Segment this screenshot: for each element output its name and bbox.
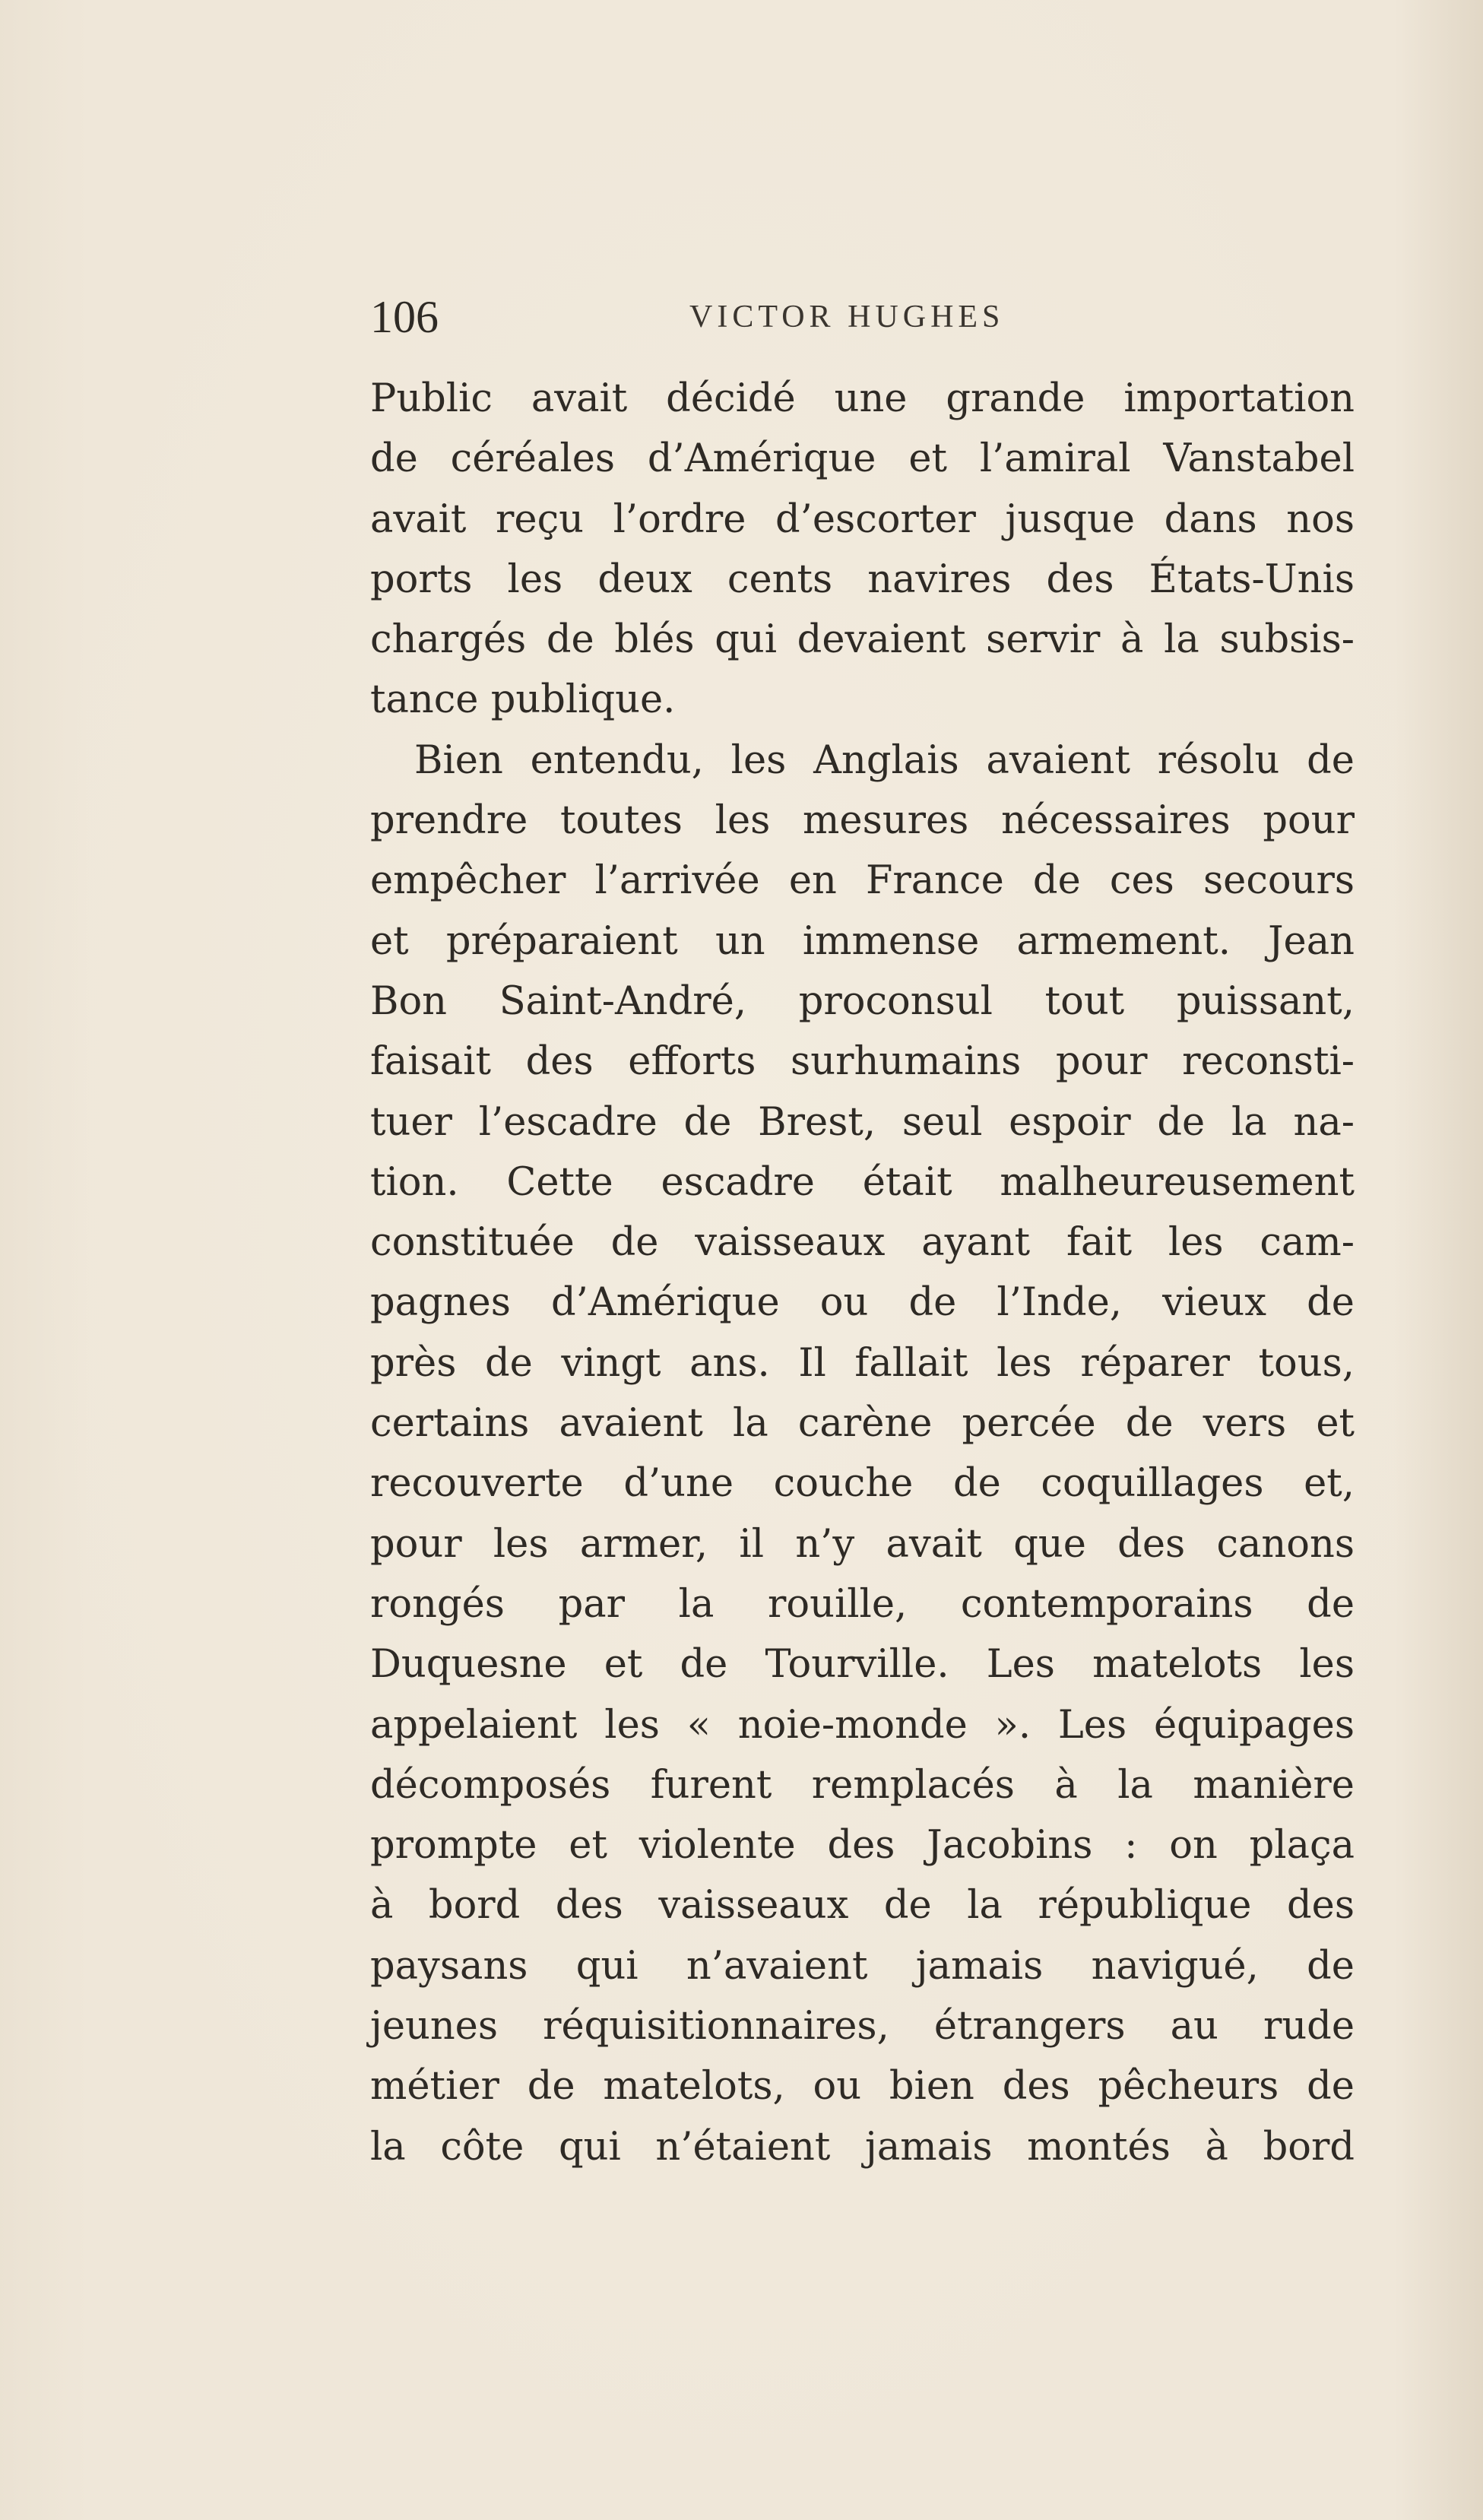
text-line: près de vingt ans. Il fallait les réparer tous, bbox=[370, 1340, 1355, 1386]
text-line: certains avaient la carène percée de vers et bbox=[370, 1401, 1355, 1447]
text-line: Bien entendu, les Anglais avaient résolu de bbox=[414, 737, 1355, 783]
text-line: décomposés furent remplacés à la manière bbox=[370, 1762, 1355, 1808]
text-line: jeunes réquisitionnaires, étrangers au rude bbox=[370, 2004, 1355, 2049]
text-line: prendre toutes les mesures nécessaires pour bbox=[370, 798, 1355, 844]
text-line: tance publique. bbox=[370, 677, 676, 723]
text-line: Public avait décidé une grande importation bbox=[370, 376, 1355, 421]
text-line: à bord des vaisseaux de la république des bbox=[370, 1883, 1355, 1929]
text-line: tuer l’escadre de Brest, seul espoir de la na- bbox=[370, 1099, 1355, 1145]
text-line: et préparaient un immense armement. Jean bbox=[370, 918, 1355, 964]
text-line: de céréales d’Amérique et l’amiral Vanstabel bbox=[370, 436, 1355, 482]
text-line: pagnes d’Amérique ou de l’Inde, vieux de bbox=[370, 1280, 1355, 1326]
text-line: chargés de blés qui devaient servir à la subsis- bbox=[370, 617, 1355, 663]
text-line: appelaient les « noie-monde ». Les équipages bbox=[370, 1702, 1355, 1748]
text-line: empêcher l’arrivée en France de ces secours bbox=[370, 858, 1355, 904]
text-line: prompte et violente des Jacobins : on plaça bbox=[370, 1823, 1355, 1869]
text-line: ports les deux cents navires des États-Unis bbox=[370, 556, 1355, 602]
text-line: Duquesne et de Tourville. Les matelots les bbox=[370, 1642, 1355, 1688]
page-number: 106 bbox=[370, 292, 439, 342]
text-line: constituée de vaisseaux ayant fait les cam- bbox=[370, 1220, 1355, 1266]
text-line: rongés par la rouille, contemporains de bbox=[370, 1581, 1355, 1627]
text-line: paysans qui n’avaient jamais navigué, de bbox=[370, 1943, 1355, 1989]
text-line: métier de matelots, ou bien des pêcheurs de bbox=[370, 2064, 1355, 2110]
text-line: recouverte d’une couche de coquillages et, bbox=[370, 1461, 1355, 1507]
running-title: VICTOR HUGHES bbox=[689, 300, 1005, 334]
text-line: avait reçu l’ordre d’escorter jusque dans nos bbox=[370, 496, 1355, 542]
text-line: faisait des efforts surhumains pour reconsti- bbox=[370, 1039, 1355, 1085]
body-text bbox=[370, 369, 1355, 2177]
text-line: pour les armer, il n’y avait que des canons bbox=[370, 1521, 1355, 1567]
text-line: tion. Cette escadre était malheureusement bbox=[370, 1159, 1355, 1205]
text-line: la côte qui n’étaient jamais montés à bord bbox=[370, 2124, 1355, 2170]
page-header bbox=[370, 283, 1355, 351]
text-line: Bon Saint-André, proconsul tout puissant, bbox=[370, 978, 1355, 1024]
